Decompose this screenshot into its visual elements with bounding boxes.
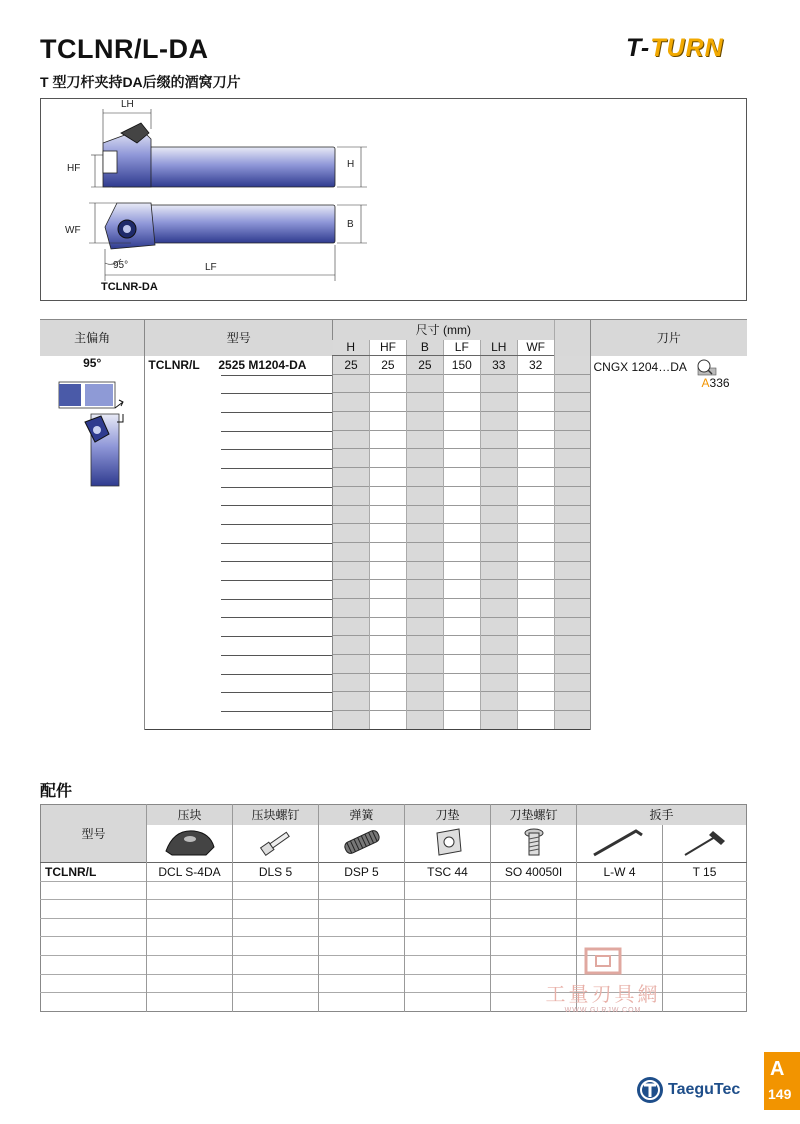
model-code: 2525 M1204-DA [218,357,307,372]
dim-label-wf: WF [65,225,81,236]
allen-wrench-icon [577,825,663,863]
acc-shim-value: TSC 44 [405,863,491,882]
acc-spring-value: DSP 5 [319,863,405,882]
clamp-screw-icon [233,825,319,863]
insert-cell [590,356,747,730]
dim-wf-value: 32 [517,356,554,375]
acc-header-model: 型号 [41,805,147,863]
page-tab [764,1052,800,1110]
dim-label-h: H [347,159,355,170]
dim-b-value: 25 [406,356,443,375]
dim-header-h: H [333,340,370,356]
company-name: TaeguTec [668,1081,741,1098]
dim-lh-value: 33 [480,356,517,375]
acc-header-wrench: 扳手 [577,805,747,825]
clamp-icon [147,825,233,863]
table-row [40,356,747,375]
page-number: 149 [768,1086,792,1102]
acc-clamp-screw-value: DLS 5 [233,863,319,882]
page-section-letter: A [770,1058,785,1080]
dim-label-hf: HF [67,163,81,174]
spring-icon [319,825,405,863]
shim-icon [405,825,491,863]
tool-diagram [40,98,747,301]
table-row [41,918,747,937]
model-prefix: TCLNR/L [148,357,200,372]
company-logo [636,1076,740,1104]
acc-torx-wrench-value: T 15 [663,863,747,882]
page-reference[interactable]: A336 [701,375,730,390]
dim-label-lh: LH [121,99,134,110]
dim-hf-value: 25 [369,356,406,375]
dim-header-lh: LH [480,340,517,356]
dimensions-table [40,319,747,730]
angle-value: 95° [83,355,102,370]
brand-logo: T-TURN [626,34,724,62]
acc-header-clamp-screw: 压块螺钉 [233,805,319,825]
acc-header-shim: 刀垫 [405,805,491,825]
dim-lf-value: 150 [443,356,480,375]
dim-label-angle: 95° [113,260,129,271]
dim-header-hf: HF [369,340,406,356]
table-row [41,863,747,882]
acc-shim-screw-value: SO 40050I [491,863,577,882]
accessories-title: 配件 [40,783,73,800]
shim-screw-icon [491,825,577,863]
acc-clamp-value: DCL S-4DA [147,863,233,882]
torx-wrench-icon [663,825,747,863]
watermark [538,946,668,1014]
page-subtitle: T 型刀杆夹持DA后缀的酒窝刀片 [40,74,241,90]
table-row [41,881,747,900]
angle-cell [40,356,145,730]
holder-icon [57,378,127,490]
watermark-url: WWW.GLRJW.COM [564,1007,642,1014]
header-angle: 主偏角 [40,320,145,356]
insert-code: CNGX 1204…DA [593,359,687,374]
dim-header-lf: LF [443,340,480,356]
table-row [41,900,747,919]
taegutec-logo-icon [636,1076,664,1104]
watermark-text: 工量刃具網 [545,984,661,1006]
dim-h-value: 25 [333,356,370,375]
watermark-logo-icon [580,946,626,976]
acc-header-shim-screw: 刀垫螺钉 [491,805,577,825]
model-cell [145,356,333,375]
diagram-caption: TCLNR-DA [101,281,158,293]
tool-drawing [41,99,746,300]
magnifier-icon[interactable] [695,358,717,376]
header-model: 型号 [145,320,333,356]
header-insert: 刀片 [590,320,747,356]
dim-label-b: B [347,219,354,230]
acc-model: TCLNR/L [41,863,147,882]
acc-header-clamp: 压块 [147,805,233,825]
acc-header-spring: 弹簧 [319,805,405,825]
acc-allen-wrench-value: L-W 4 [577,863,663,882]
dim-header-b: B [406,340,443,356]
header-dims: 尺寸 (mm) [333,320,555,340]
dim-header-wf: WF [517,340,554,356]
page-title: TCLNR/L-DA [40,34,209,64]
dim-label-lf: LF [205,262,217,273]
